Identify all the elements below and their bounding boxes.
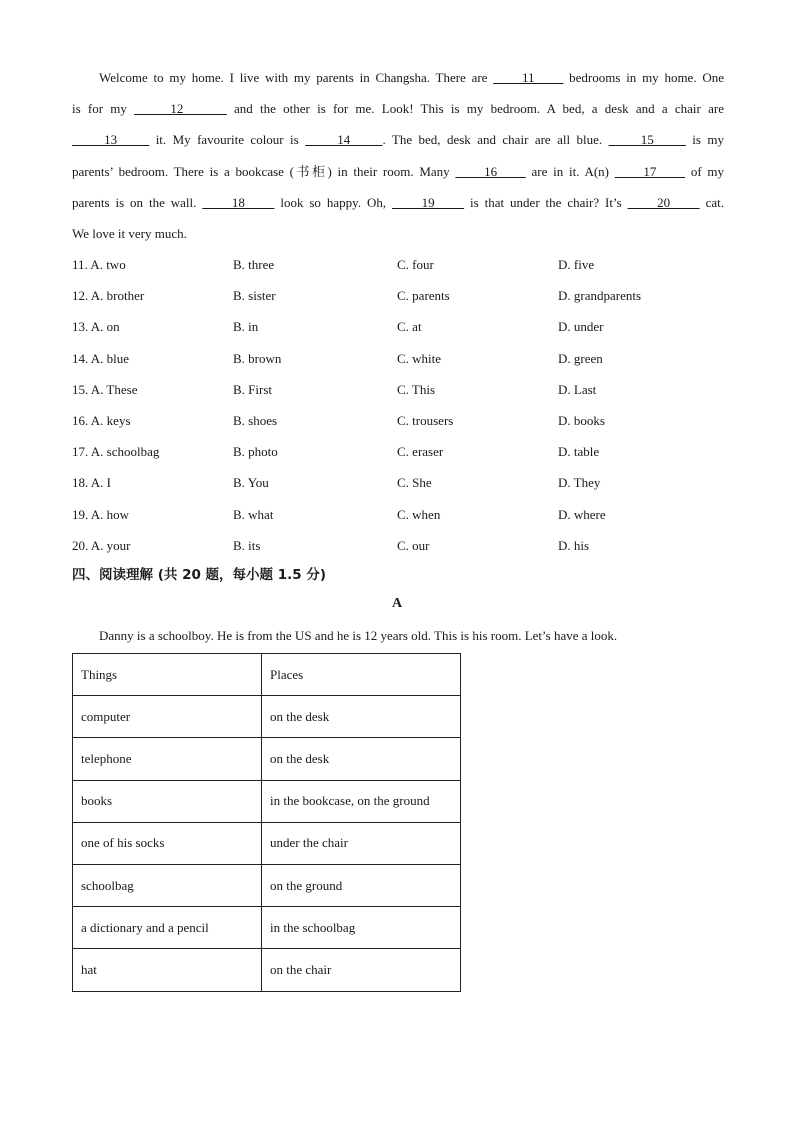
table-row	[73, 822, 461, 864]
blank-15: 15	[608, 132, 686, 148]
passage-text: it. My favourite colour is	[149, 132, 306, 148]
option-d: D. books	[558, 412, 605, 428]
table-cell: on the desk	[262, 738, 461, 780]
option-c: C. This	[397, 381, 436, 397]
question-row	[72, 530, 732, 561]
table-row	[73, 738, 461, 780]
option-a: 13. A. on	[72, 319, 120, 335]
option-b: B. its	[233, 537, 261, 553]
passage-line	[72, 218, 724, 249]
table-row	[73, 864, 461, 906]
option-c: C. our	[397, 537, 430, 553]
passage-line	[72, 62, 724, 93]
option-c: C. eraser	[397, 444, 444, 460]
question-row	[72, 343, 732, 374]
option-d: D. his	[558, 537, 590, 553]
option-c: C. when	[397, 506, 441, 522]
table-cell: on the ground	[262, 864, 461, 906]
reading-intro: Danny is a schoolboy. He is from the US and he is 12 years old. This is his room. Let’s have a look.	[99, 628, 618, 643]
blank-16: 16	[455, 163, 526, 179]
passage-line	[72, 124, 724, 155]
blank-18: 18	[202, 194, 275, 210]
table-cell: books	[73, 780, 262, 822]
table-row	[73, 780, 461, 822]
table-cell: hat	[73, 949, 262, 991]
passage-text: is that under the chair? It’s	[464, 194, 628, 210]
option-a: 16. A. keys	[72, 412, 131, 428]
question-row	[72, 249, 732, 280]
passage-text: We love it very much.	[72, 225, 187, 241]
things-places-table	[72, 653, 461, 992]
option-a: 11. A. two	[72, 257, 126, 272]
option-b: B. three	[233, 257, 275, 272]
option-b: B. You	[233, 475, 269, 491]
blank-12: 12	[134, 101, 227, 117]
question-row	[72, 280, 732, 311]
option-d: D. They	[558, 475, 601, 491]
passage-text: bedrooms in my home. One	[563, 70, 724, 85]
blank-20: 20	[627, 194, 700, 210]
answer-options	[72, 249, 732, 561]
option-c: C. parents	[397, 288, 450, 304]
blank-13: 13	[72, 132, 150, 148]
table-cell: computer	[73, 696, 262, 738]
option-d: D. five	[558, 257, 595, 272]
option-a: 14. A. blue	[72, 350, 130, 366]
passage-line	[72, 93, 724, 124]
passage-text: Welcome to my home. I live with my parents in Changsha. There are	[99, 70, 494, 85]
table-cell: telephone	[73, 738, 262, 780]
section-heading: 四、阅读理解 (共 20 题，每小题 1.5 分)	[72, 567, 327, 583]
option-c: C. at	[397, 319, 422, 335]
blank-14: 14	[305, 132, 383, 148]
passage-line	[72, 156, 724, 187]
passage-text: parents is on the wall.	[72, 194, 203, 210]
option-c: C. trousers	[397, 412, 454, 428]
part-label: A	[391, 596, 403, 611]
option-a: 18. A. I	[72, 475, 111, 491]
option-c: C. four	[397, 257, 434, 272]
option-d: D. under	[558, 319, 604, 335]
table-cell: in the schoolbag	[262, 907, 461, 949]
option-d: D. green	[558, 350, 603, 366]
passage-text: are in it. A(n)	[525, 163, 615, 179]
table-cell: one of his socks	[73, 822, 262, 864]
option-d: D. table	[558, 444, 600, 460]
option-a: 20. A. your	[72, 537, 131, 553]
blank-17: 17	[614, 163, 686, 179]
option-b: B. brown	[233, 350, 282, 366]
table-row	[73, 949, 461, 991]
table-row	[73, 907, 461, 949]
option-b: B. photo	[233, 444, 278, 460]
option-a: 17. A. schoolbag	[72, 444, 160, 460]
question-row	[72, 405, 732, 436]
option-b: B. in	[233, 319, 259, 335]
question-row	[72, 374, 732, 405]
passage-text: of my	[685, 163, 725, 179]
option-d: D. where	[558, 506, 606, 522]
passage-text: is for my	[72, 101, 135, 117]
passage-text: and the other is for me. Look! This is my bedroom. A bed, a desk and a chair are	[226, 101, 724, 117]
option-b: B. First	[233, 381, 273, 397]
passage-text: parents’ bedroom. There is a bookcase (书柜) in their room. Many	[72, 163, 456, 179]
table-header-row	[73, 654, 461, 696]
table-cell: a dictionary and a pencil	[73, 907, 262, 949]
option-c: C. She	[397, 475, 432, 491]
passage-text: is my	[685, 132, 725, 148]
passage-text: cat.	[699, 194, 725, 210]
table-cell: schoolbag	[73, 864, 262, 906]
blank-11: 11	[493, 70, 564, 85]
passage-text: . The bed, desk and chair are all blue.	[382, 132, 609, 148]
table-header: Places	[262, 654, 461, 696]
option-a: 15. A. These	[72, 381, 138, 397]
option-a: 19. A. how	[72, 506, 130, 522]
table-cell: in the bookcase, on the ground	[262, 780, 461, 822]
table-cell: on the desk	[262, 696, 461, 738]
option-c: C. white	[397, 350, 442, 366]
passage-line	[72, 187, 724, 218]
option-b: B. shoes	[233, 412, 278, 428]
question-row	[72, 436, 732, 467]
option-a: 12. A. brother	[72, 288, 145, 304]
option-d: D. grandparents	[558, 288, 642, 304]
table-cell: on the chair	[262, 949, 461, 991]
option-b: B. sister	[233, 288, 276, 304]
option-d: D. Last	[558, 381, 597, 397]
question-row	[72, 467, 732, 498]
question-row	[72, 499, 732, 530]
option-b: B. what	[233, 506, 274, 522]
question-row	[72, 311, 732, 342]
table-cell: under the chair	[262, 822, 461, 864]
passage-text: look so happy. Oh,	[274, 194, 392, 210]
table-row	[73, 696, 461, 738]
blank-19: 19	[392, 194, 465, 210]
table-header: Things	[73, 654, 262, 696]
cloze-passage	[72, 62, 724, 249]
